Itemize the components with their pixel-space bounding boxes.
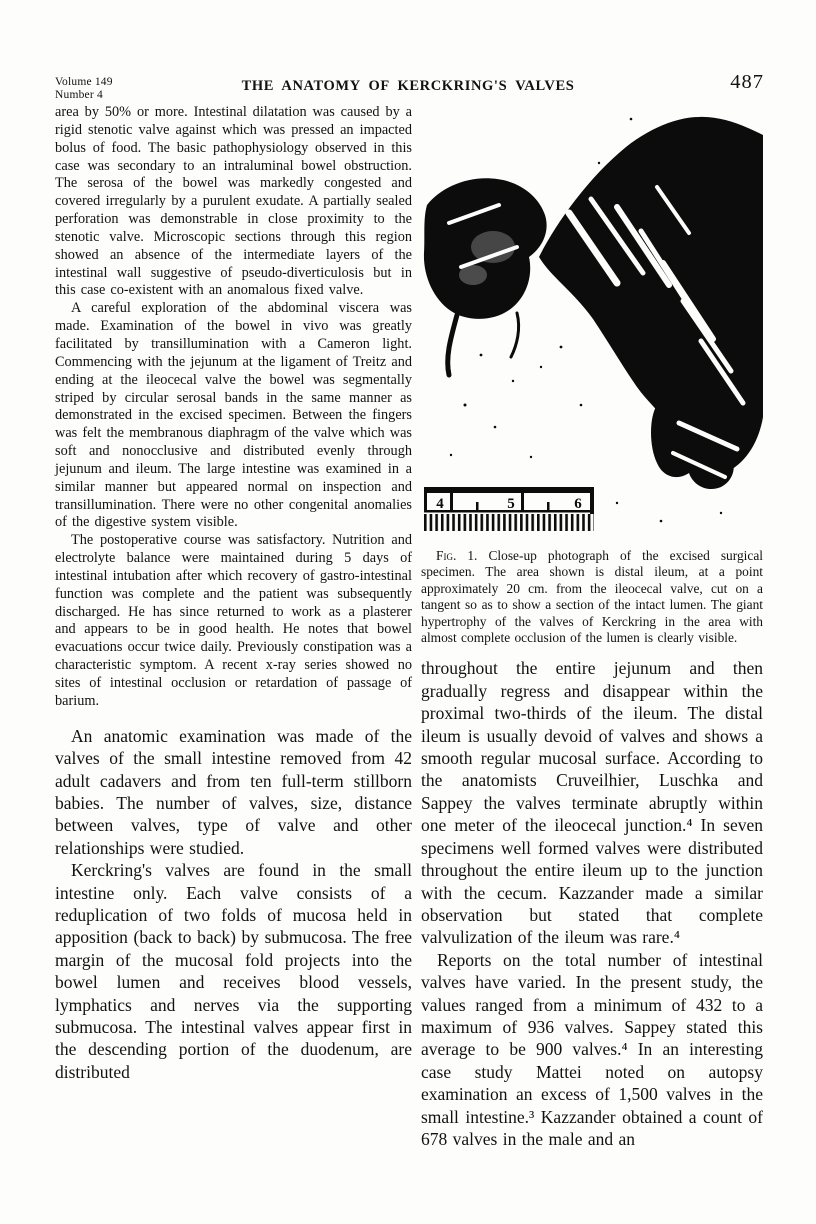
ruler-label: 5 [507, 496, 515, 512]
figure-caption [421, 548, 763, 646]
paragraph: throughout the entire jejunum and then gradually regress and disappear within the proximal two-thirds of the ileum. The distal ileum is usually devoid of valves and shows a smooth regular mucosal surface. According to the anatomists Cruveilhier, Luschka and Sappey the valves terminate abruptly within one meter of the ileocecal junction.⁴ In seven specimens well formed valves were distributed throughout the entire ileum up to the junction with the cecum. Kazzander made a similar observation but stated that complete valvulization of the ileum was rare.⁴ [421, 658, 763, 948]
ruler-label: 4 [436, 496, 444, 512]
paragraph: A careful exploration of the abdominal viscera was made. Examination of the bowel in vivo was greatly facilitated by transillumination with a Cameron light. Commencing with the jejunum at the ligament of Treitz and ending at the ileocecal valve the bowel was segmentally striped by circular serosal bands in the same manner as demonstrated in the excised specimen. Between the fingers was felt the membranous diaphragm of the valve which was soft and nonocclusive and distributed evenly through jejunum and ileum. The large intestine was examined in a similar manner but appeared normal on inspection and transillumination. There were no other congenital anomalies of the digestive system visible. [55, 300, 412, 531]
figure-caption-text: Close-up photograph of the excised surgical specimen. The area shown is distal ileum, at a point approximately 20 cm. from the ileocecal valve, cut on a tangent so as to show a section of the intact lumen. The giant hypertrophy of the valves of Kerckring in the area with almost complete occlusion of the lumen is clearly visible. [421, 548, 763, 646]
specimen-photo [421, 105, 763, 539]
left-column [55, 104, 412, 1083]
paragraph: Reports on the total number of intestinal valves have varied. In the present study, the values ranged from a minimum of 432 to a maximum of 936 valves. Sappey stated this average to be 900 valves.⁴ In an interesting case study Mattei noted on autopsy examination an excess of 1,500 valves in the small intestine.³ Kazzander obtained a count of 678 valves in the male and an [421, 949, 763, 1149]
paragraph: The postoperative course was satisfactory. Nutrition and electrolyte balance were maintained during 5 days of intestinal intubation after which recovery of gastro-intestinal function was complete and the patient was subsequently discharged. He has since returned to work as a plasterer and appears to be in good health. He notes that bowel evacuations occur twice daily. Previously constipation was a characteristic symptom. A recent x-ray series showed no sites of intestinal occlusion or retardation of passage of barium. [55, 532, 412, 709]
figure-caption-label: Fig. 1. [436, 548, 478, 563]
page-number: 487 [730, 71, 764, 93]
ruler [424, 487, 594, 531]
right-column [421, 105, 763, 1150]
volume-issue [55, 76, 113, 102]
volume-line: Volume 149 [55, 76, 113, 88]
paragraph: An anatomic examination was made of the valves of the small intestine removed from 42 adult cadavers and from ten full-term stillborn babies. The number of valves, size, distance between valves, type of valve and other relationships were studied. [55, 725, 412, 858]
paragraph: area by 50% or more. Intestinal dilatation was caused by a rigid stenotic valve against which was pressed an impacted bolus of food. The basic pathophysiology observed in this case was secondary to an intraluminal bowel obstruction. The serosa of the bowel was markedly congested and covered irregularly by a purulent exudate. A partially sealed perforation was demonstrable in close proximity to the stenotic valve. Microscopic sections through this region showed an absence of the intermediate layers of the intestinal wall suggestive of pseudo-diverticulosis but in this case co-existent with an anomalous fixed valve. [55, 104, 412, 299]
ruler-label: 6 [574, 496, 582, 512]
issue-line: Number 4 [55, 89, 103, 101]
figure-1 [421, 105, 763, 646]
paragraph: Kerckring's valves are found in the small intestine only. Each valve consists of a reduplication of two folds of mucosa held in apposition (back to back) by submucosa. The free margin of the mucosal fold projects into the bowel lumen and receives blood vessels, lymphatics and nerves via the supporting submucosa. The intestinal valves appear first in the descending portion of the duodenum, are distributed [55, 860, 412, 1082]
running-title: THE ANATOMY OF KERCKRING'S VALVES [241, 78, 575, 94]
